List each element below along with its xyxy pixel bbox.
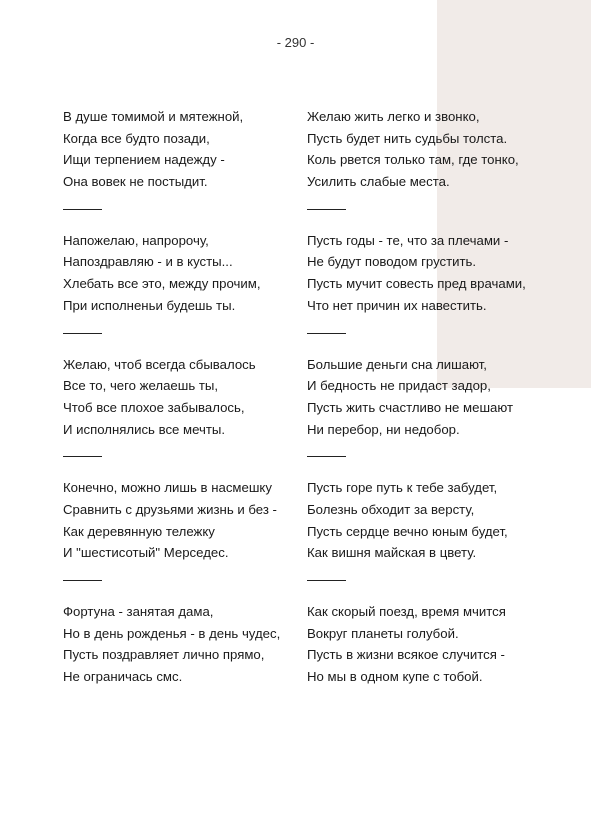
poem-line: Она вовек не постыдит. (63, 174, 208, 190)
poem-line: В душе томимой и мятежной, (63, 109, 244, 124)
poem-line: Большие деньги сна лишают, (307, 356, 487, 372)
stanza (307, 601, 557, 688)
right-poem-column (307, 106, 557, 688)
poem-line: Пусть мучит совесть пред врачами, (307, 276, 526, 292)
poem-line: Коль рвется только там, где тонко, (307, 152, 519, 168)
poem-line: Когда все будто позади, (63, 130, 210, 146)
poem-line: Желаю жить легко и звонко, (307, 109, 480, 124)
poem-line: Что нет причин их навестить. (307, 297, 487, 313)
poem-line: Но в день рожденья - в день чудес, (63, 625, 281, 641)
stanza (63, 354, 313, 441)
poem-line: Хлебать все это, между прочим, (63, 276, 261, 292)
stanza (63, 477, 313, 564)
poem-line: Пусть будет нить судьбы толста. (307, 130, 508, 146)
poem-line: Пусть сердце вечно юным будет, (307, 523, 508, 539)
poem-line: При исполненьи будешь ты. (63, 297, 236, 313)
stanza-divider (307, 209, 346, 210)
poem-line: И бедность не придаст задор, (307, 378, 491, 394)
poem-line: Фортуна - занятая дама, (63, 604, 214, 619)
poem-line: Не будут поводом грустить. (307, 254, 477, 270)
poem-line: Как скорый поезд, время мчится (307, 604, 506, 619)
stanza (63, 601, 313, 688)
stanza (307, 354, 557, 441)
poem-line: Желаю, чтоб всегда сбывалось (63, 356, 256, 372)
poem-line: Все то, чего желаешь ты, (63, 378, 219, 394)
poem-line: Ни перебор, ни недобор. (307, 421, 460, 437)
poem-line: И "шестисотый" Мерседес. (63, 545, 229, 561)
page-number: - 290 - (276, 35, 315, 50)
poem-line: Пусть годы - те, что за плечами - (307, 232, 509, 248)
poem-line: Чтоб все плохое забывалось, (63, 399, 245, 415)
stanza-divider (63, 456, 102, 457)
poem-line: Вокруг планеты голубой. (307, 625, 459, 641)
stanza (63, 106, 313, 193)
left-poem-column (63, 106, 313, 688)
stanza (307, 477, 557, 564)
poem-line: Усилить слабые места. (307, 174, 450, 190)
poem-line: Напожелаю, напророчу, (63, 232, 209, 248)
stanza-divider (63, 333, 102, 334)
poem-line: Как деревянную тележку (63, 523, 215, 539)
poem-line: Пусть горе путь к тебе забудет, (307, 480, 498, 496)
stanza-divider (307, 333, 346, 334)
stanza (307, 230, 557, 317)
stanza-divider (307, 456, 346, 457)
stanza-divider (63, 580, 102, 581)
stanza (63, 230, 313, 317)
poem-line: Пусть поздравляет лично прямо, (63, 647, 265, 663)
poem-line: Ищи терпением надежду - (63, 152, 225, 168)
stanza-divider (307, 580, 346, 581)
poem-line: Но мы в одном купе с тобой. (307, 669, 483, 685)
poem-line: Сравнить с друзьями жизнь и без - (63, 501, 277, 517)
poem-line: Как вишня майская в цвету. (307, 545, 477, 561)
poem-line: Пусть жить счастливо не мешают (307, 399, 514, 415)
poem-line: Не ограничась смс. (63, 669, 183, 685)
poem-line: Напоздравляю - и в кусты... (63, 254, 233, 270)
poem-line: Болезнь обходит за версту, (307, 501, 475, 517)
stanza-divider (63, 209, 102, 210)
poem-line: Пусть в жизни всякое случится - (307, 647, 505, 663)
poem-line: Конечно, можно лишь в насмешку (63, 480, 272, 496)
stanza (307, 106, 557, 193)
poem-line: И исполнялись все мечты. (63, 421, 226, 437)
